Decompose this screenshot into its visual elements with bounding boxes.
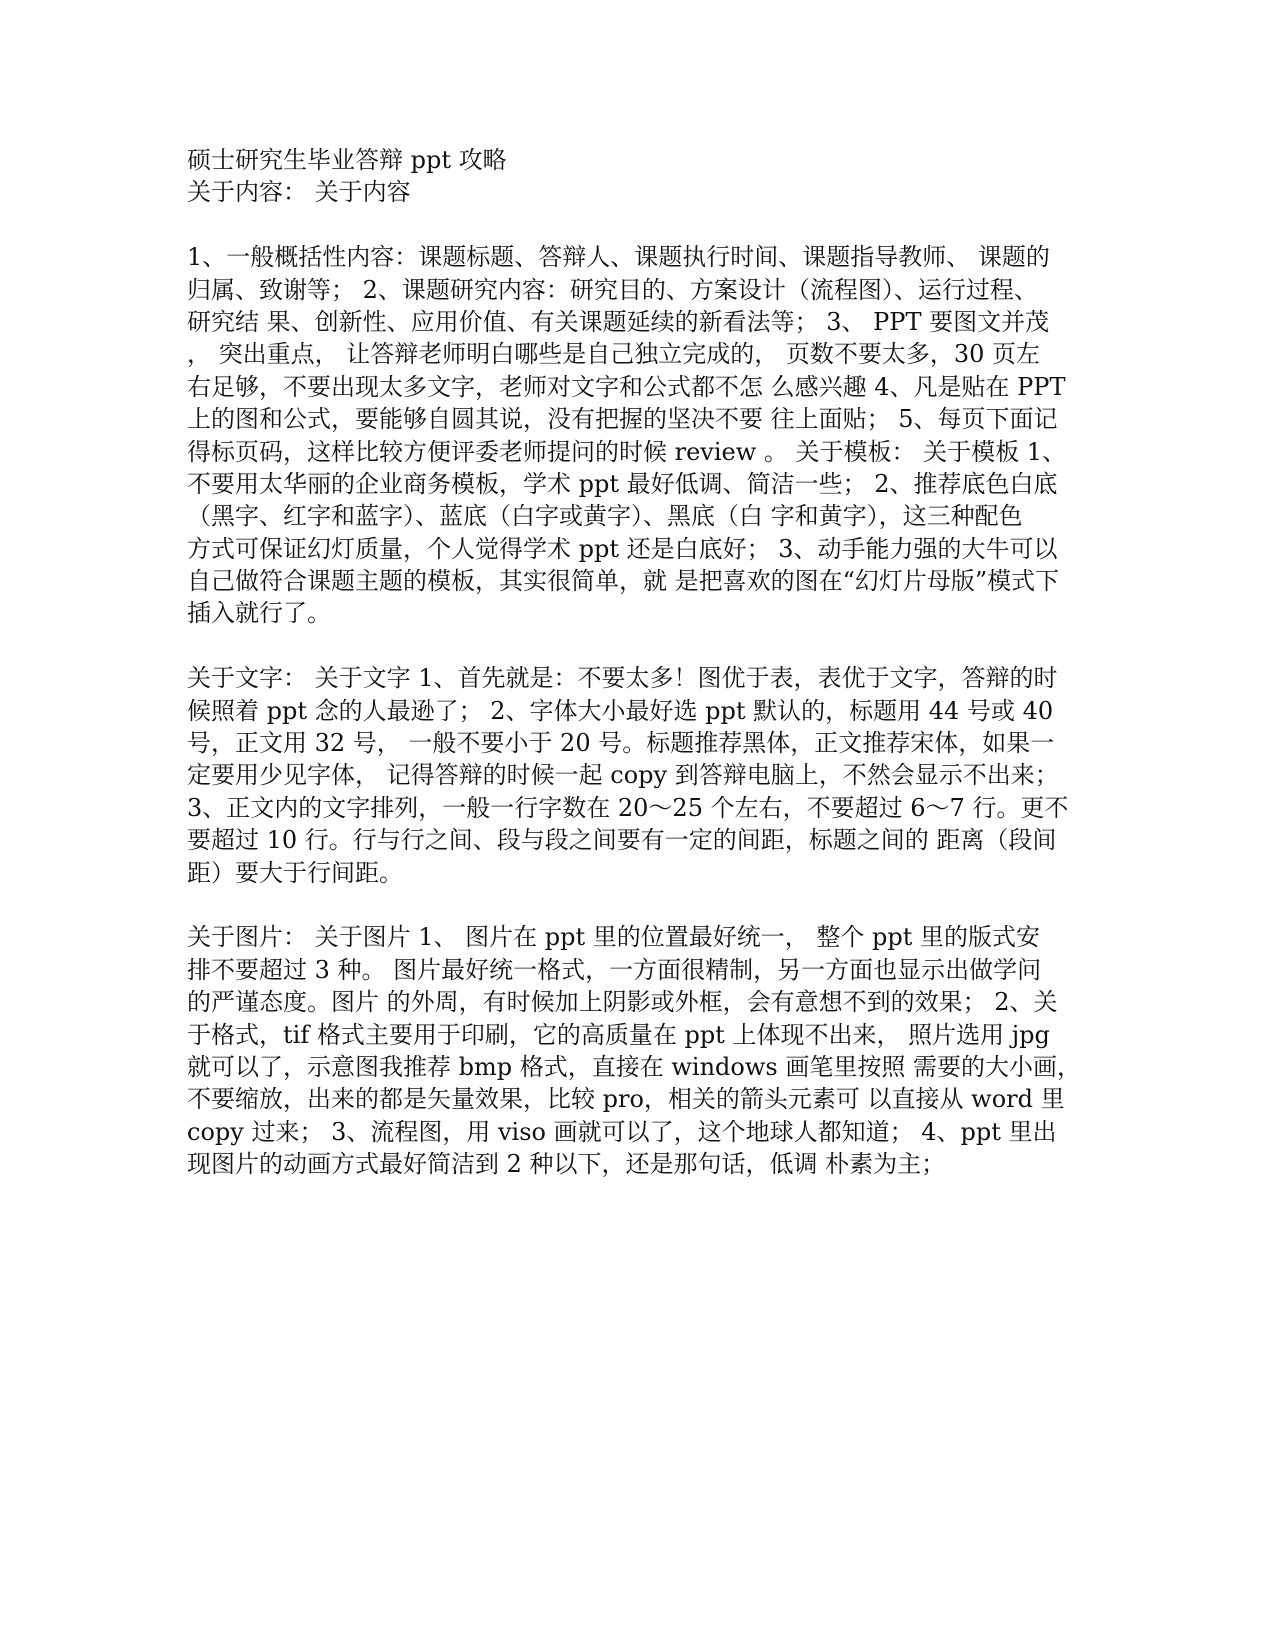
text-section [187,662,1097,889]
text-line: ， 突出重点， 让答辩老师明白哪些是自己独立完成的， 页数不要太多，30 页左 [187,340,1041,369]
text-line: 1、一般概括性内容：课题标题、答辩人、课题执行时间、课题指导教师、 课题的 [187,243,1050,272]
text-line: （黑字、红字和蓝字）、蓝底（白字或黄字）、黑底（白 字和黄字），这三种配色 [187,502,1023,531]
text-line: 要超过 10 行。行与行之间、段与段之间要有一定的间距，标题之间的 距离（段间 [187,826,1057,855]
text-line: 现图片的动画方式最好简洁到 2 种以下，还是那句话，低调 朴素为主； [187,1150,946,1179]
content-section [187,241,1097,630]
paragraph-gap [187,630,1097,662]
text-line: 于格式，tif 格式主要用于印刷，它的高质量在 ppt 上体现不出来， 照片选用 jpg [187,1020,1050,1049]
text-line: 3、正文内的文字排列，一般一行字数在 20～25 个左右，不要超过 6～7 行。更不 [187,793,1069,822]
text-line: 研究结 果、创新性、应用价值、有关课题延续的新看法等； 3、 PPT 要图文并茂 [187,307,1050,336]
text-line: 插入就行了。 [187,599,331,628]
text-line: 不要用太华丽的企业商务模板，学术 ppt 最好低调、简洁一些； 2、推荐底色白底 [187,469,1058,498]
text-line: 自己做符合课题主题的模板，其实很简单，就 是把喜欢的图在“幻灯片母版”模式下 [187,567,1060,596]
text-line: 归属、致谢等； 2、课题研究内容：研究目的、方案设计（流程图）、运行过程、 [187,275,1038,304]
text-line: copy 过来； 3、流程图，用 viso 画就可以了，这个地球人都知道； 4、ppt 里出 [187,1117,1057,1146]
text-line: 方式可保证幻灯质量，个人觉得学术 ppt 还是白底好； 3、动手能力强的大牛可以 [187,534,1058,563]
document-body [187,144,1097,1181]
text-line: 就可以了，示意图我推荐 bmp 格式，直接在 windows 画笔里按照 需要的大小画， [187,1052,1081,1081]
image-section [187,921,1097,1180]
text-line: 右足够，不要出现太多文字，老师对文字和公式都不怎 么感兴趣 4、凡是贴在 PPT [187,372,1066,401]
text-line: 号，正文用 32 号， 一般不要小于 20 号。标题推荐黑体，正文推荐宋体，如果一 [187,729,1055,758]
text-line: 定要用少见字体， 记得答辩的时候一起 copy 到答辩电脑上，不然会显示不出来； [187,761,1059,790]
text-line: 得标页码，这样比较方便评委老师提问的时候 review 。 关于模板： 关于模板 1、 [187,437,1067,466]
text-line: 的严谨态度。图片 的外周，有时候加上阴影或外框，会有意想不到的效果； 2、关 [187,988,1058,1017]
text-line: 候照着 ppt 念的人最逊了； 2、字体大小最好选 ppt 默认的，标题用 44 号或 40 [187,696,1054,725]
text-line: 关于文字： 关于文字 1、首先就是：不要太多！图优于表，表优于文字，答辩的时 [187,664,1058,693]
text-line: 关于图片： 关于图片 1、 图片在 ppt 里的位置最好统一， 整个 ppt 里的版式安 [187,923,1041,952]
text-line: 不要缩放，出来的都是矢量效果，比较 pro，相关的箭头元素可 以直接从 word 里 [187,1085,1065,1114]
paragraph-gap [187,889,1097,921]
text-line: 上的图和公式，要能够自圆其说，没有把握的坚决不要 往上面贴； 5、每页下面记 [187,405,1058,434]
text-line: 距）要大于行间距。 [187,858,403,887]
document-subtitle: 关于内容： 关于内容 [187,178,411,207]
document-title: 硕士研究生毕业答辩 ppt 攻略 [187,146,507,174]
text-line: 排不要超过 3 种。 图片最好统一格式，一方面很精制，另一方面也显示出做学问 [187,955,1042,984]
paragraph-gap [187,209,1097,241]
